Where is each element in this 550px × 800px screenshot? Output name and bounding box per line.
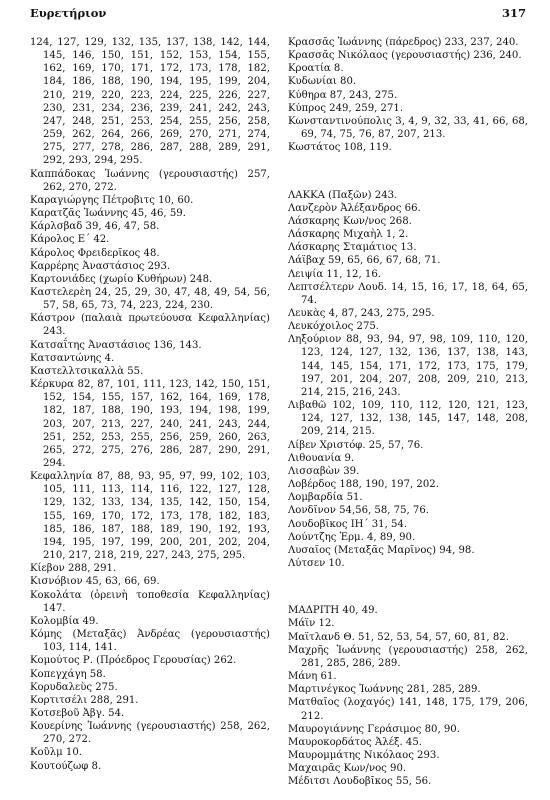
index-entry: Κοπεγχάγη 58. bbox=[30, 668, 106, 680]
index-entry: Μαχρῆς Ἰωάννης (γερουσιαστής) 258, 262, 281, 285, 286, 289. bbox=[288, 644, 528, 669]
index-entry: Λευκόχοιλος 275. bbox=[288, 321, 380, 333]
index-entry: Λουδοβῖκος ΙΗ΄ 31, 54. bbox=[288, 518, 408, 530]
index-entry: Κοκολάτα (ὀρεινὴ τοποθεσία Κεφαλληνίας) 147. bbox=[30, 589, 270, 614]
index-entry: Λάσκαρης Σταμάτιος 13. bbox=[288, 242, 417, 254]
index-entry: Κρασσᾶς Νικόλαος (γερουσιαστής) 236, 240. bbox=[288, 50, 522, 62]
index-column-left bbox=[30, 36, 270, 773]
index-entry: Καρτονιάδες (χωρίο Κυθήρων) 248. bbox=[30, 273, 213, 285]
index-entry: Κέρκυρα 82, 87, 101, 111, 123, 142, 150, 151, 152, 154, 155, 157, 162, 164, 169, 178, 182, 187, 188, 190, 193, 194, 198, 199, 203, 207, 213, 227, 240, 241, 243, 244, 251, 252, 253, 255, 256, 259, 260, 263, 265, 272, 275, 276, 286, 287, 290, 291, 294. bbox=[30, 379, 270, 469]
index-entry: Λάϊβαχ 59, 65, 66, 67, 68, 71. bbox=[288, 255, 441, 267]
index-entry: Κολομβία 49. bbox=[30, 615, 99, 627]
index-entry: Λεπτσέλτερν Λουδ. 14, 15, 16, 17, 18, 64, 65, 74. bbox=[288, 281, 528, 306]
index-entry: Κίεβον 288, 291. bbox=[30, 563, 117, 575]
index-entry: Καρρέρης Ἀναστάσιος 293. bbox=[30, 260, 171, 272]
index-entry: Λάσκαρης Κων/νος 268. bbox=[288, 215, 412, 227]
index-entry: Κρασσᾶς Ἰωάννης (πάρεδρος) 233, 237, 240. bbox=[288, 37, 519, 48]
index-entry: Κατσαντώνης 4. bbox=[30, 352, 115, 364]
section-gap bbox=[288, 165, 528, 179]
index-entry: Μάϊν 12. bbox=[288, 618, 335, 630]
index-entry: Κοῦλμ 10. bbox=[30, 747, 82, 759]
index-entry: Μέδιτσι Λουδοβῖκος 55, 56. bbox=[288, 776, 432, 788]
index-entry: Καρατζᾶς Ἰωάννης 45, 46, 59. bbox=[30, 208, 186, 220]
index-entry: Κυδωνίαι 80. bbox=[288, 76, 357, 88]
index-entry: Κισνόβιον 45, 63, 66, 69. bbox=[30, 576, 160, 588]
index-entry: Μαυροκορδάτος Ἀλέξ. 45. bbox=[288, 736, 422, 748]
index-entry: Καστελλτσικαλλὰ 55. bbox=[30, 365, 144, 377]
index-entry: Κωνσταντινούπολις 3, 4, 9, 32, 33, 41, 66, 68, 69, 74, 75, 76, 87, 207, 213. bbox=[288, 115, 528, 141]
index-entry: Κορτιτσέλι 288, 291. bbox=[30, 694, 139, 706]
index-entry: Μάνη 61. bbox=[288, 671, 337, 683]
running-title: Ευρετήριον bbox=[30, 6, 107, 20]
index-entry: Κεφαλληνία 87, 88, 93, 95, 97, 99, 102, 103, 105, 111, 113, 114, 116, 122, 127, 128, 129, 132, 133, 134, 135, 142, 150, 154, 155, 169, 170, 172, 173, 178, 182, 183, 185, 186, 187, 188, 189, 190, 192, 193, 194, 195, 197, 199, 200, 201, 202, 204, 210, 217, 218, 219, 227, 243, 275, 295. bbox=[30, 471, 270, 562]
index-entry: Κομούτος Ρ. (Πρόεδρος Γερουσίας) 262. bbox=[30, 655, 237, 667]
index-entry: Κάρολος Ε΄ 42. bbox=[30, 234, 110, 246]
index-entry: Λανζερὸν Ἀλέξανδρος 66. bbox=[288, 202, 421, 214]
index-entry: Κωστάτος 108, 119. bbox=[288, 142, 392, 154]
index-entry: Κορυδαλεὺς 275. bbox=[30, 681, 118, 693]
index-entry: Κοτσεβοῦ Ἀβγ. 54. bbox=[30, 707, 125, 719]
section-gap bbox=[288, 580, 528, 594]
index-entry: Λισσαβὼν 39. bbox=[288, 465, 360, 477]
index-entry: ΛΑΚΚΑ (Παξῶν) 243. bbox=[288, 189, 398, 201]
index-entry: Λάσκαρης Μιχαὴλ 1, 2. bbox=[288, 229, 409, 241]
index-entry: Κύπρος 249, 259, 271. bbox=[288, 102, 404, 114]
index-entry: Λομβαρδία 51. bbox=[288, 492, 363, 504]
index-entry: Λειψία 11, 12, 16. bbox=[288, 268, 381, 280]
index-entry: Λοβέρδος 188, 190, 197, 202. bbox=[288, 479, 439, 491]
index-entry: Κόμης (Μεταξᾶς) Ἀνδρέας (γερουσιαστής) 103, 114, 141. bbox=[30, 629, 270, 654]
index-entry: Μαυρομμάτης Νικόλαος 293. bbox=[288, 750, 440, 762]
index-entry: Λίβεν Χριστόφ. 25, 57, 76. bbox=[288, 439, 424, 451]
index-entry: Ματθαῖος (λοχαγός) 141, 148, 175, 179, 206, 212. bbox=[288, 697, 528, 722]
page-number: 317 bbox=[501, 6, 526, 20]
index-entry: 124, 127, 129, 132, 135, 137, 138, 142, 144, 145, 146, 150, 151, 152, 153, 154, 155, 162, 169, 170, 171, 172, 173, 178, 182, 184, 186, 188, 190, 194, 195, 199, 204, 210, 219, 220, 223, 224, 225, 226, 227, 230, 231, 234, 236, 239, 241, 242, 243, 247, 248, 251, 253, 254, 255, 256, 258, 259, 262, 264, 266, 269, 270, 271, 274, 275, 277, 278, 286, 287, 288, 289, 291, 292, 293, 294, 295. bbox=[30, 37, 270, 167]
index-column-right bbox=[288, 36, 528, 789]
index-entry: Κατσαΐτης Ἀναστάσιος 136, 143. bbox=[30, 339, 202, 351]
index-entry: Λευκὰς 4, 87, 243, 275, 295. bbox=[288, 308, 435, 319]
index-entry: Λούντζης Ἑρμ. 4, 89, 90. bbox=[288, 531, 416, 543]
index-entry: Μαρτινέγκος Ἰωάννης 281, 285, 289. bbox=[288, 684, 481, 696]
index-entry: Λονδῖνον 54,56, 58, 75, 76. bbox=[288, 505, 429, 517]
index-entry: Καππάδοκας Ἰωάννης (γερουσιαστής) 257, 262, 270, 272. bbox=[30, 168, 270, 193]
index-entry: Καστελερὲη 24, 25, 29, 30, 47, 48, 49, 54, 56, 57, 58, 65, 73, 74, 223, 224, 230. bbox=[30, 286, 270, 312]
index-entry: Μαϊτλανδ Θ. 51, 52, 53, 54, 57, 60, 81, 82. bbox=[288, 631, 509, 643]
index-entry: Κουτούζωφ 8. bbox=[30, 760, 102, 772]
index-entry: Μαυρογιάννης Γεράσιμος 80, 90. bbox=[288, 723, 460, 735]
index-entry: ΜΑΔΡΙΤΗ 40, 49. bbox=[288, 605, 378, 617]
index-entry: Λυσαῖος (Μεταξᾶς Μαρῖνος) 94, 98. bbox=[288, 544, 475, 556]
page-header bbox=[30, 6, 526, 24]
index-entry: Καραγιώργης Πέτροβιτς 10, 60. bbox=[30, 194, 194, 206]
index-entry: Κύθηρα 87, 243, 275. bbox=[288, 89, 398, 101]
index-entry: Κροατία 8. bbox=[288, 63, 344, 75]
index-entry: Λύτσεν 10. bbox=[288, 557, 345, 569]
index-entry: Λιθουανία 9. bbox=[288, 452, 355, 464]
index-entry: Κάστρον (παλαιὰ πρωτεύουσα Κεφαλληνίας) 243. bbox=[30, 313, 270, 338]
index-entry: Λιβαθῶ 102, 109, 110, 112, 120, 121, 123, 124, 127, 132, 138, 145, 147, 148, 208, 209, 214, 215. bbox=[288, 400, 528, 438]
index-entry: Κάρολος Φρειδερῖκος 48. bbox=[30, 247, 160, 259]
index-entry: Κάρλσβαδ 39, 46, 47, 58. bbox=[30, 221, 160, 233]
index-entry: Ληξούριον 88, 93, 94, 97, 98, 109, 110, 120, 123, 124, 127, 132, 136, 137, 138, 143, 144, 145, 154, 171, 172, 173, 175, 179, 197, 201, 204, 207, 208, 209, 210, 213, 214, 215, 216, 243. bbox=[288, 334, 528, 398]
index-entry: Κουερίνης Ἰωάννης (γερουσιαστής) 258, 262, 270, 272. bbox=[30, 721, 270, 746]
index-entry: Μαχαιρᾶς Κων/νος 90. bbox=[288, 763, 407, 775]
